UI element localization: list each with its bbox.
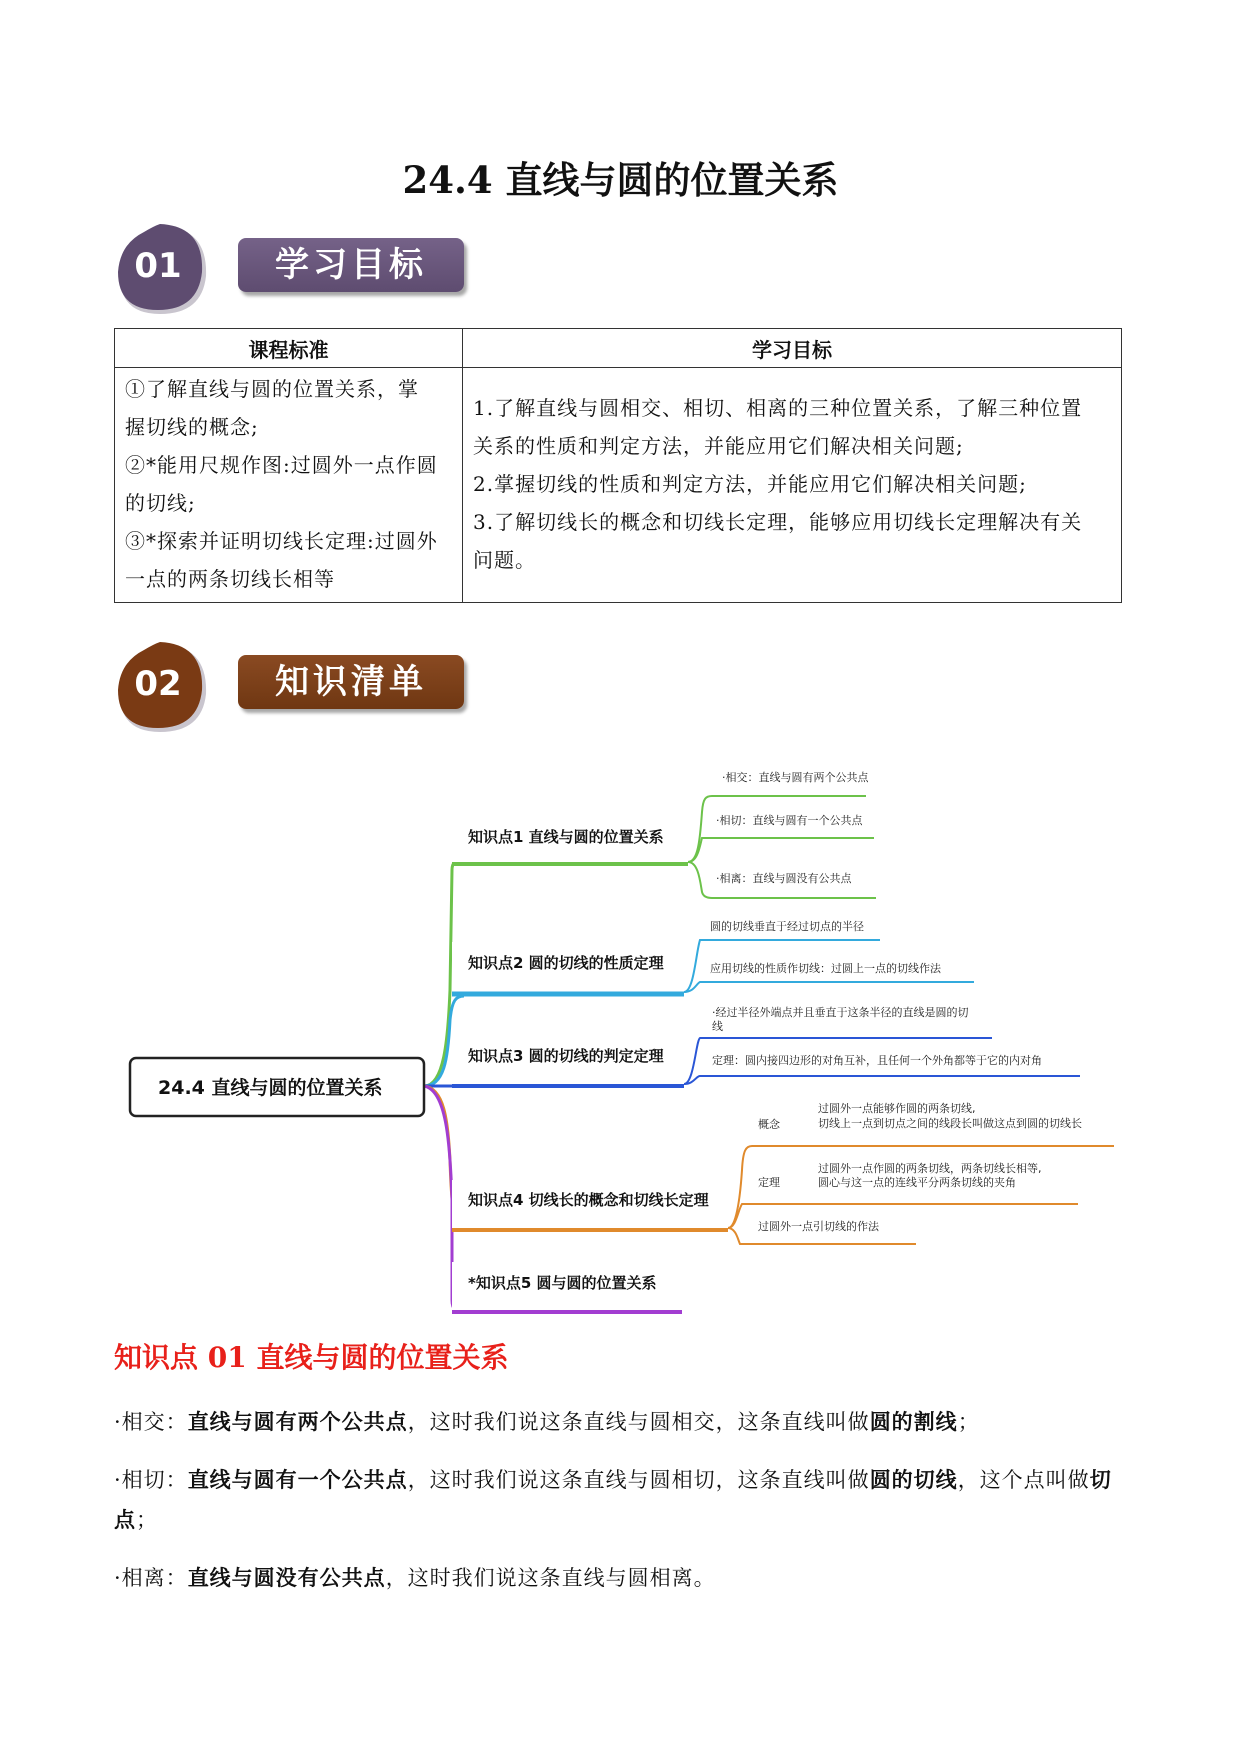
- bullet-prefix: ·相交：: [114, 1410, 188, 1434]
- mindmap-root-label: 24.4 直线与圆的位置关系: [158, 1077, 383, 1099]
- objective-line: 关系的性质和判定方法，并能应用它们解决相关问题;: [473, 434, 964, 458]
- bullet-bold: 直线与圆有一个公共点: [187, 1467, 408, 1492]
- standard-line: ①了解直线与圆的位置关系，掌: [125, 377, 419, 401]
- standard-line: 的切线;: [125, 491, 196, 515]
- mindmap-leaf-tag: 定理: [758, 1176, 780, 1189]
- mindmap-leaf: 过圆外一点能够作圆的两条切线,: [818, 1102, 976, 1115]
- section-heading: 知识点 01 直线与圆的位置关系: [114, 1341, 509, 1374]
- mindmap-branch-label: *知识点5 圆与圆的位置关系: [468, 1274, 657, 1292]
- bullet-text: ，这时我们说这条直线与圆相离。: [385, 1566, 716, 1590]
- bullet-bold: 直线与圆有两个公共点: [187, 1409, 408, 1434]
- bullet-paragraph: [114, 1558, 1124, 1598]
- bullet-text: ，这个点叫做: [957, 1468, 1090, 1492]
- standard-line: ②*能用尺规作图:过圆外一点作圆: [125, 453, 438, 477]
- page-title: 24.4 直线与圆的位置关系: [402, 158, 839, 202]
- bullet-bold: 直线与圆没有公共点: [187, 1565, 386, 1590]
- bullet-text: ，这时我们说这条直线与圆相切，这条直线叫做: [407, 1468, 870, 1492]
- bullet-text: ；: [957, 1410, 980, 1434]
- standard-line: ③*探索并证明切线长定理:过圆外: [125, 529, 438, 553]
- mindmap-leaf: 过圆外一点作圆的两条切线，两条切线长相等,: [818, 1162, 1042, 1175]
- table-header-standard: 课程标准: [115, 329, 463, 368]
- mindmap-leaf: 切线上一点到切点之间的线段长叫做这点到圆的切线长: [818, 1117, 1082, 1130]
- objective-line: 2.掌握切线的性质和判定方法，并能应用它们解决相关问题;: [473, 472, 1027, 496]
- bullet-prefix: ·相切：: [114, 1468, 188, 1492]
- section-number: 02: [134, 664, 182, 704]
- section-banner-learning-goals: 学习目标: [238, 238, 464, 292]
- mindmap-leaf: 过圆外一点引切线的作法: [758, 1220, 879, 1233]
- objective-line: 3.了解切线长的概念和切线长定理，能够应用切线长定理解决有关: [473, 510, 1083, 534]
- mindmap-branch-label: 知识点3 圆的切线的判定定理: [468, 1047, 664, 1065]
- mindmap-leaf: 圆心与这一点的连线平分两条切线的夹角: [818, 1176, 1016, 1189]
- standard-line: 一点的两条切线长相等: [125, 567, 335, 591]
- mindmap-leaf: 线: [712, 1020, 723, 1033]
- standard-line: 握切线的概念;: [125, 415, 259, 439]
- section-number: 01: [134, 246, 182, 286]
- table-header-objective: 学习目标: [463, 329, 1122, 368]
- bullet-text: ；: [136, 1508, 158, 1532]
- mindmap-leaf: 应用切线的性质作切线：过圆上一点的切线作法: [710, 962, 941, 975]
- mindmap-leaf: ·相切：直线与圆有一个公共点: [716, 814, 863, 827]
- bullet-bold: 圆的割线: [869, 1409, 958, 1434]
- mindmap-leaf: 圆的切线垂直于经过切点的半径: [710, 920, 864, 933]
- bullet-paragraph: [114, 1460, 1124, 1540]
- mindmap-leaf-tag: 概念: [758, 1118, 780, 1131]
- objective-line: 问题。: [473, 548, 536, 572]
- bullet-text: ，这时我们说这条直线与圆相交，这条直线叫做: [407, 1410, 870, 1434]
- mindmap-branch-label: 知识点1 直线与圆的位置关系: [468, 828, 664, 846]
- bullet-prefix: ·相离：: [114, 1566, 188, 1590]
- objective-line: 1.了解直线与圆相交、相切、相离的三种位置关系，了解三种位置: [473, 396, 1083, 420]
- mindmap-leaf: ·经过半径外端点并且垂直于这条半径的直线是圆的切: [712, 1006, 969, 1019]
- bullet-bold: 圆的切线: [869, 1467, 958, 1492]
- mindmap-branch-label: 知识点4 切线长的概念和切线长定理: [468, 1191, 709, 1209]
- mindmap-leaf: 定理：圆内接四边形的对角互补，且任何一个外角都等于它的内对角: [712, 1054, 1042, 1067]
- bullet-bold: 切点: [114, 1467, 1112, 1532]
- mindmap-leaf: ·相离：直线与圆没有公共点: [716, 872, 852, 885]
- mindmap-leaf: ·相交：直线与圆有两个公共点: [722, 771, 869, 784]
- section-banner-knowledge-list: 知识清单: [238, 655, 464, 709]
- mindmap-branch-label: 知识点2 圆的切线的性质定理: [468, 954, 664, 972]
- bullet-paragraph: [114, 1402, 1124, 1442]
